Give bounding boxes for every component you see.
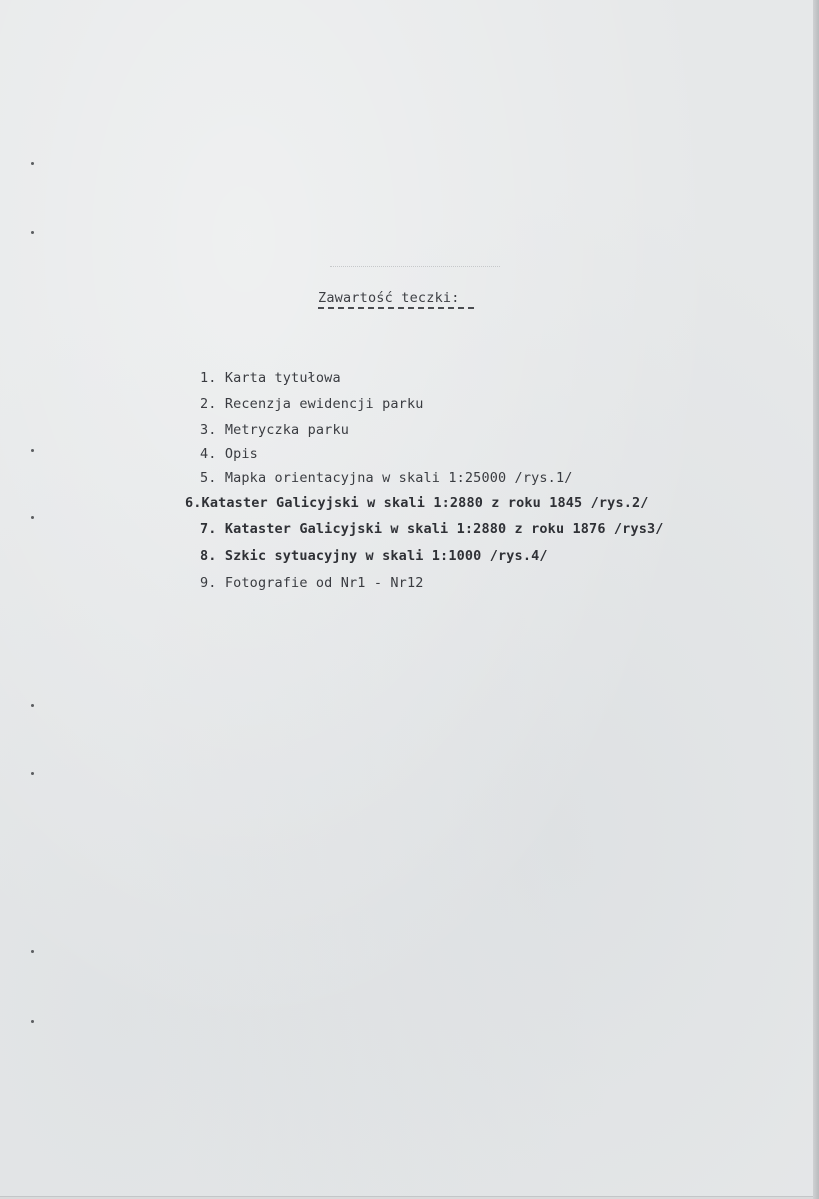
punch-hole-mark	[31, 704, 34, 707]
punch-hole-mark	[31, 162, 34, 165]
list-item: 9. Fotografie od Nr1 - Nr12	[200, 575, 424, 591]
list-item: 3. Metryczka parku	[200, 422, 349, 438]
list-item: 5. Mapka orientacyjna w skali 1:25000 /rys.1/	[200, 470, 573, 486]
list-item: 2. Recenzja ewidencji parku	[200, 396, 424, 412]
document-title: Zawartość teczki:	[318, 290, 460, 306]
list-item: 7. Kataster Galicyjski w skali 1:2880 z roku 1876 /rys3/	[200, 521, 664, 537]
list-item: 1. Karta tytułowa	[200, 370, 341, 386]
punch-hole-mark	[31, 772, 34, 775]
faint-rule	[330, 266, 500, 267]
punch-hole-mark	[31, 449, 34, 452]
list-item: 6.Kataster Galicyjski w skali 1:2880 z roku 1845 /rys.2/	[185, 495, 649, 511]
punch-hole-mark	[31, 950, 34, 953]
punch-hole-mark	[31, 231, 34, 234]
list-item: 4. Opis	[200, 446, 258, 462]
list-item: 8. Szkic sytuacyjny w skali 1:1000 /rys.4/	[200, 548, 548, 564]
punch-hole-mark	[31, 1020, 34, 1023]
punch-hole-mark	[31, 516, 34, 519]
title-underline	[318, 307, 474, 309]
page-edge-shadow	[813, 0, 819, 1199]
